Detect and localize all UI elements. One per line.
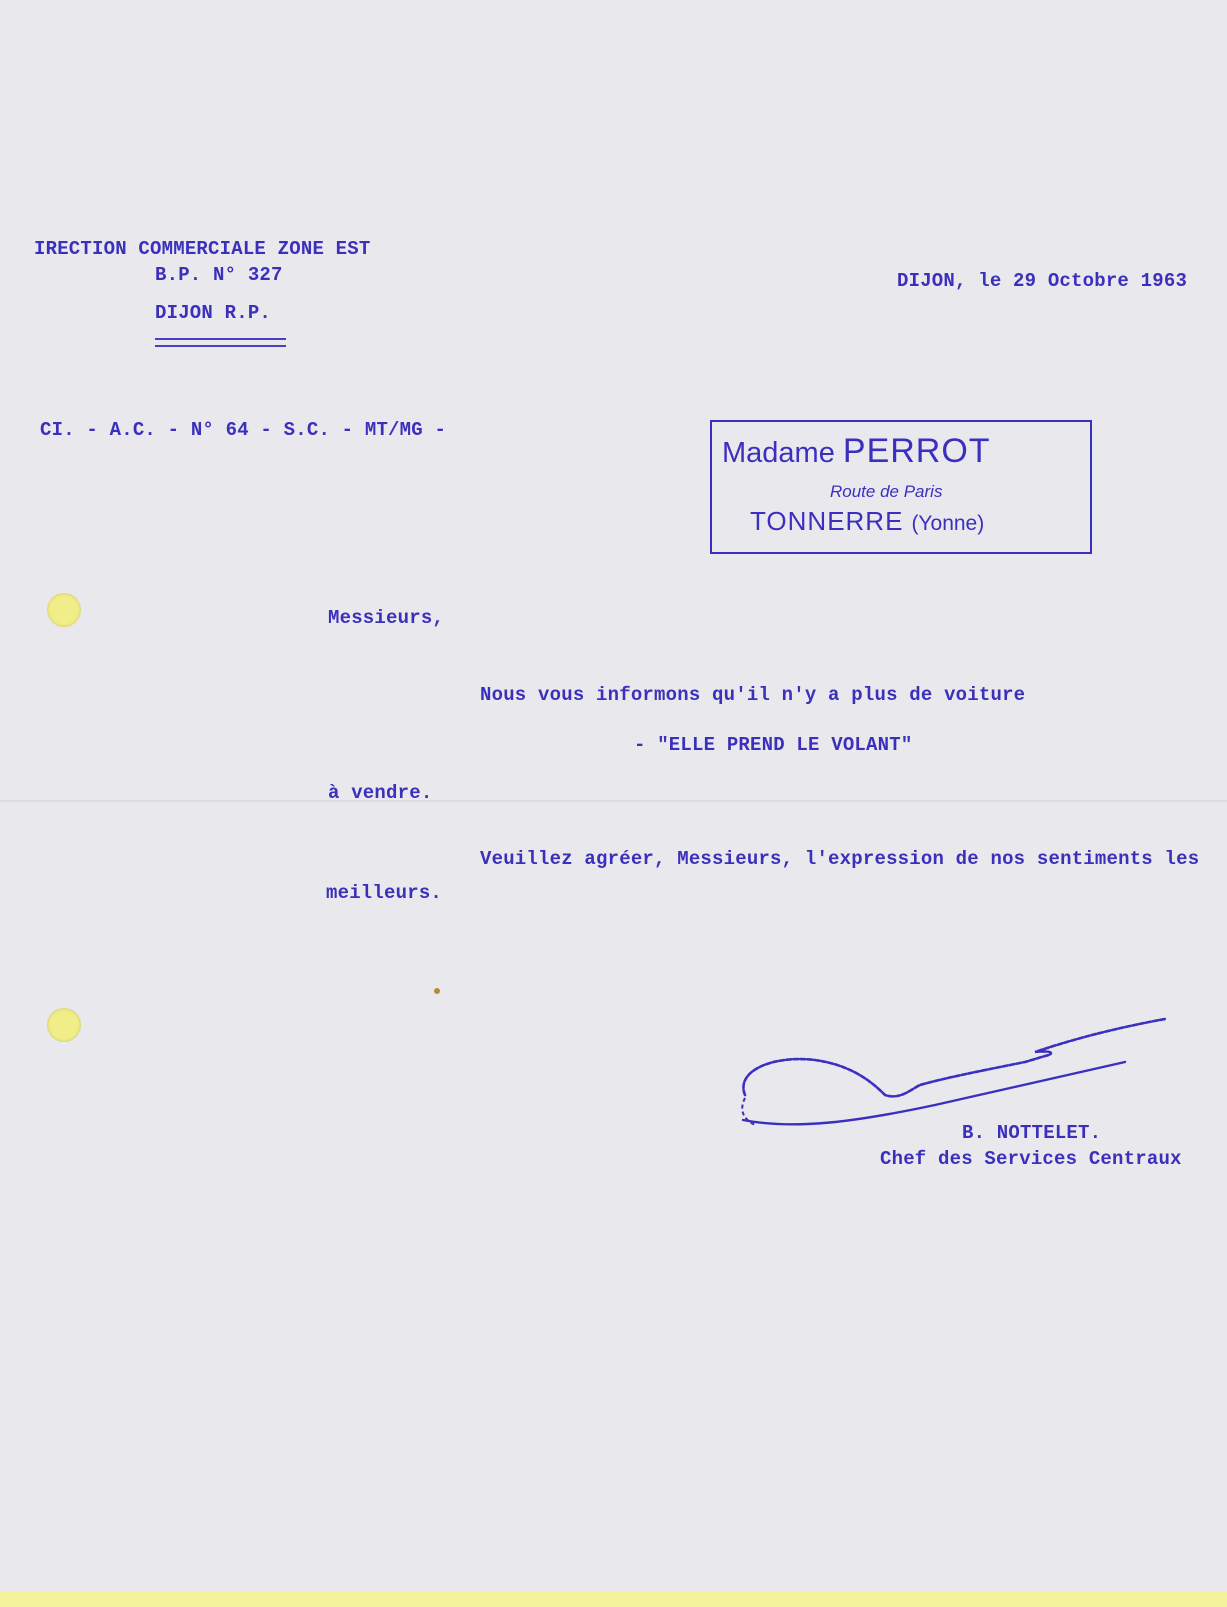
scan-edge-band: [0, 1592, 1227, 1607]
stamp-title: Madame: [722, 437, 835, 469]
stamp-region: (Yonne): [911, 512, 985, 535]
body-line-2: - "ELLE PREND LE VOLANT": [634, 734, 913, 756]
salutation: Messieurs,: [328, 607, 445, 629]
date-line: DIJON, le 29 Octobre 1963: [897, 270, 1188, 292]
paper-stain: [434, 988, 440, 994]
stamp-surname: PERROT: [842, 432, 991, 470]
stamp-town: TONNERRE: [750, 506, 904, 536]
sender-department: IRECTION COMMERCIALE ZONE EST: [34, 238, 371, 260]
sender-city: DIJON R.P.: [155, 302, 272, 324]
reference-line: CI. - A.C. - N° 64 - S.C. - MT/MG -: [40, 419, 447, 441]
closing-line-end: meilleurs.: [326, 882, 443, 904]
signatory-title: Chef des Services Centraux: [880, 1148, 1182, 1170]
sender-po-box: B.P. N° 327: [155, 264, 283, 286]
recipient-address-stamp: [710, 420, 1092, 554]
paper-fold-line: [0, 800, 1227, 802]
stamp-town-line: [750, 506, 984, 537]
body-line-3: à vendre.: [328, 782, 433, 804]
stamp-name-line: [722, 432, 991, 471]
punch-hole-bottom: [47, 1008, 81, 1042]
city-double-underline: [155, 338, 286, 347]
stamp-street: Route de Paris: [830, 482, 943, 501]
body-line-1: Nous vous informons qu'il n'y a plus de voiture: [480, 684, 1026, 706]
punch-hole-top: [47, 593, 81, 627]
closing-line: Veuillez agréer, Messieurs, l'expression de nos sentiments les: [480, 848, 1200, 870]
handwritten-signature: [735, 1010, 1175, 1160]
signatory-name: B. NOTTELET.: [962, 1122, 1102, 1144]
